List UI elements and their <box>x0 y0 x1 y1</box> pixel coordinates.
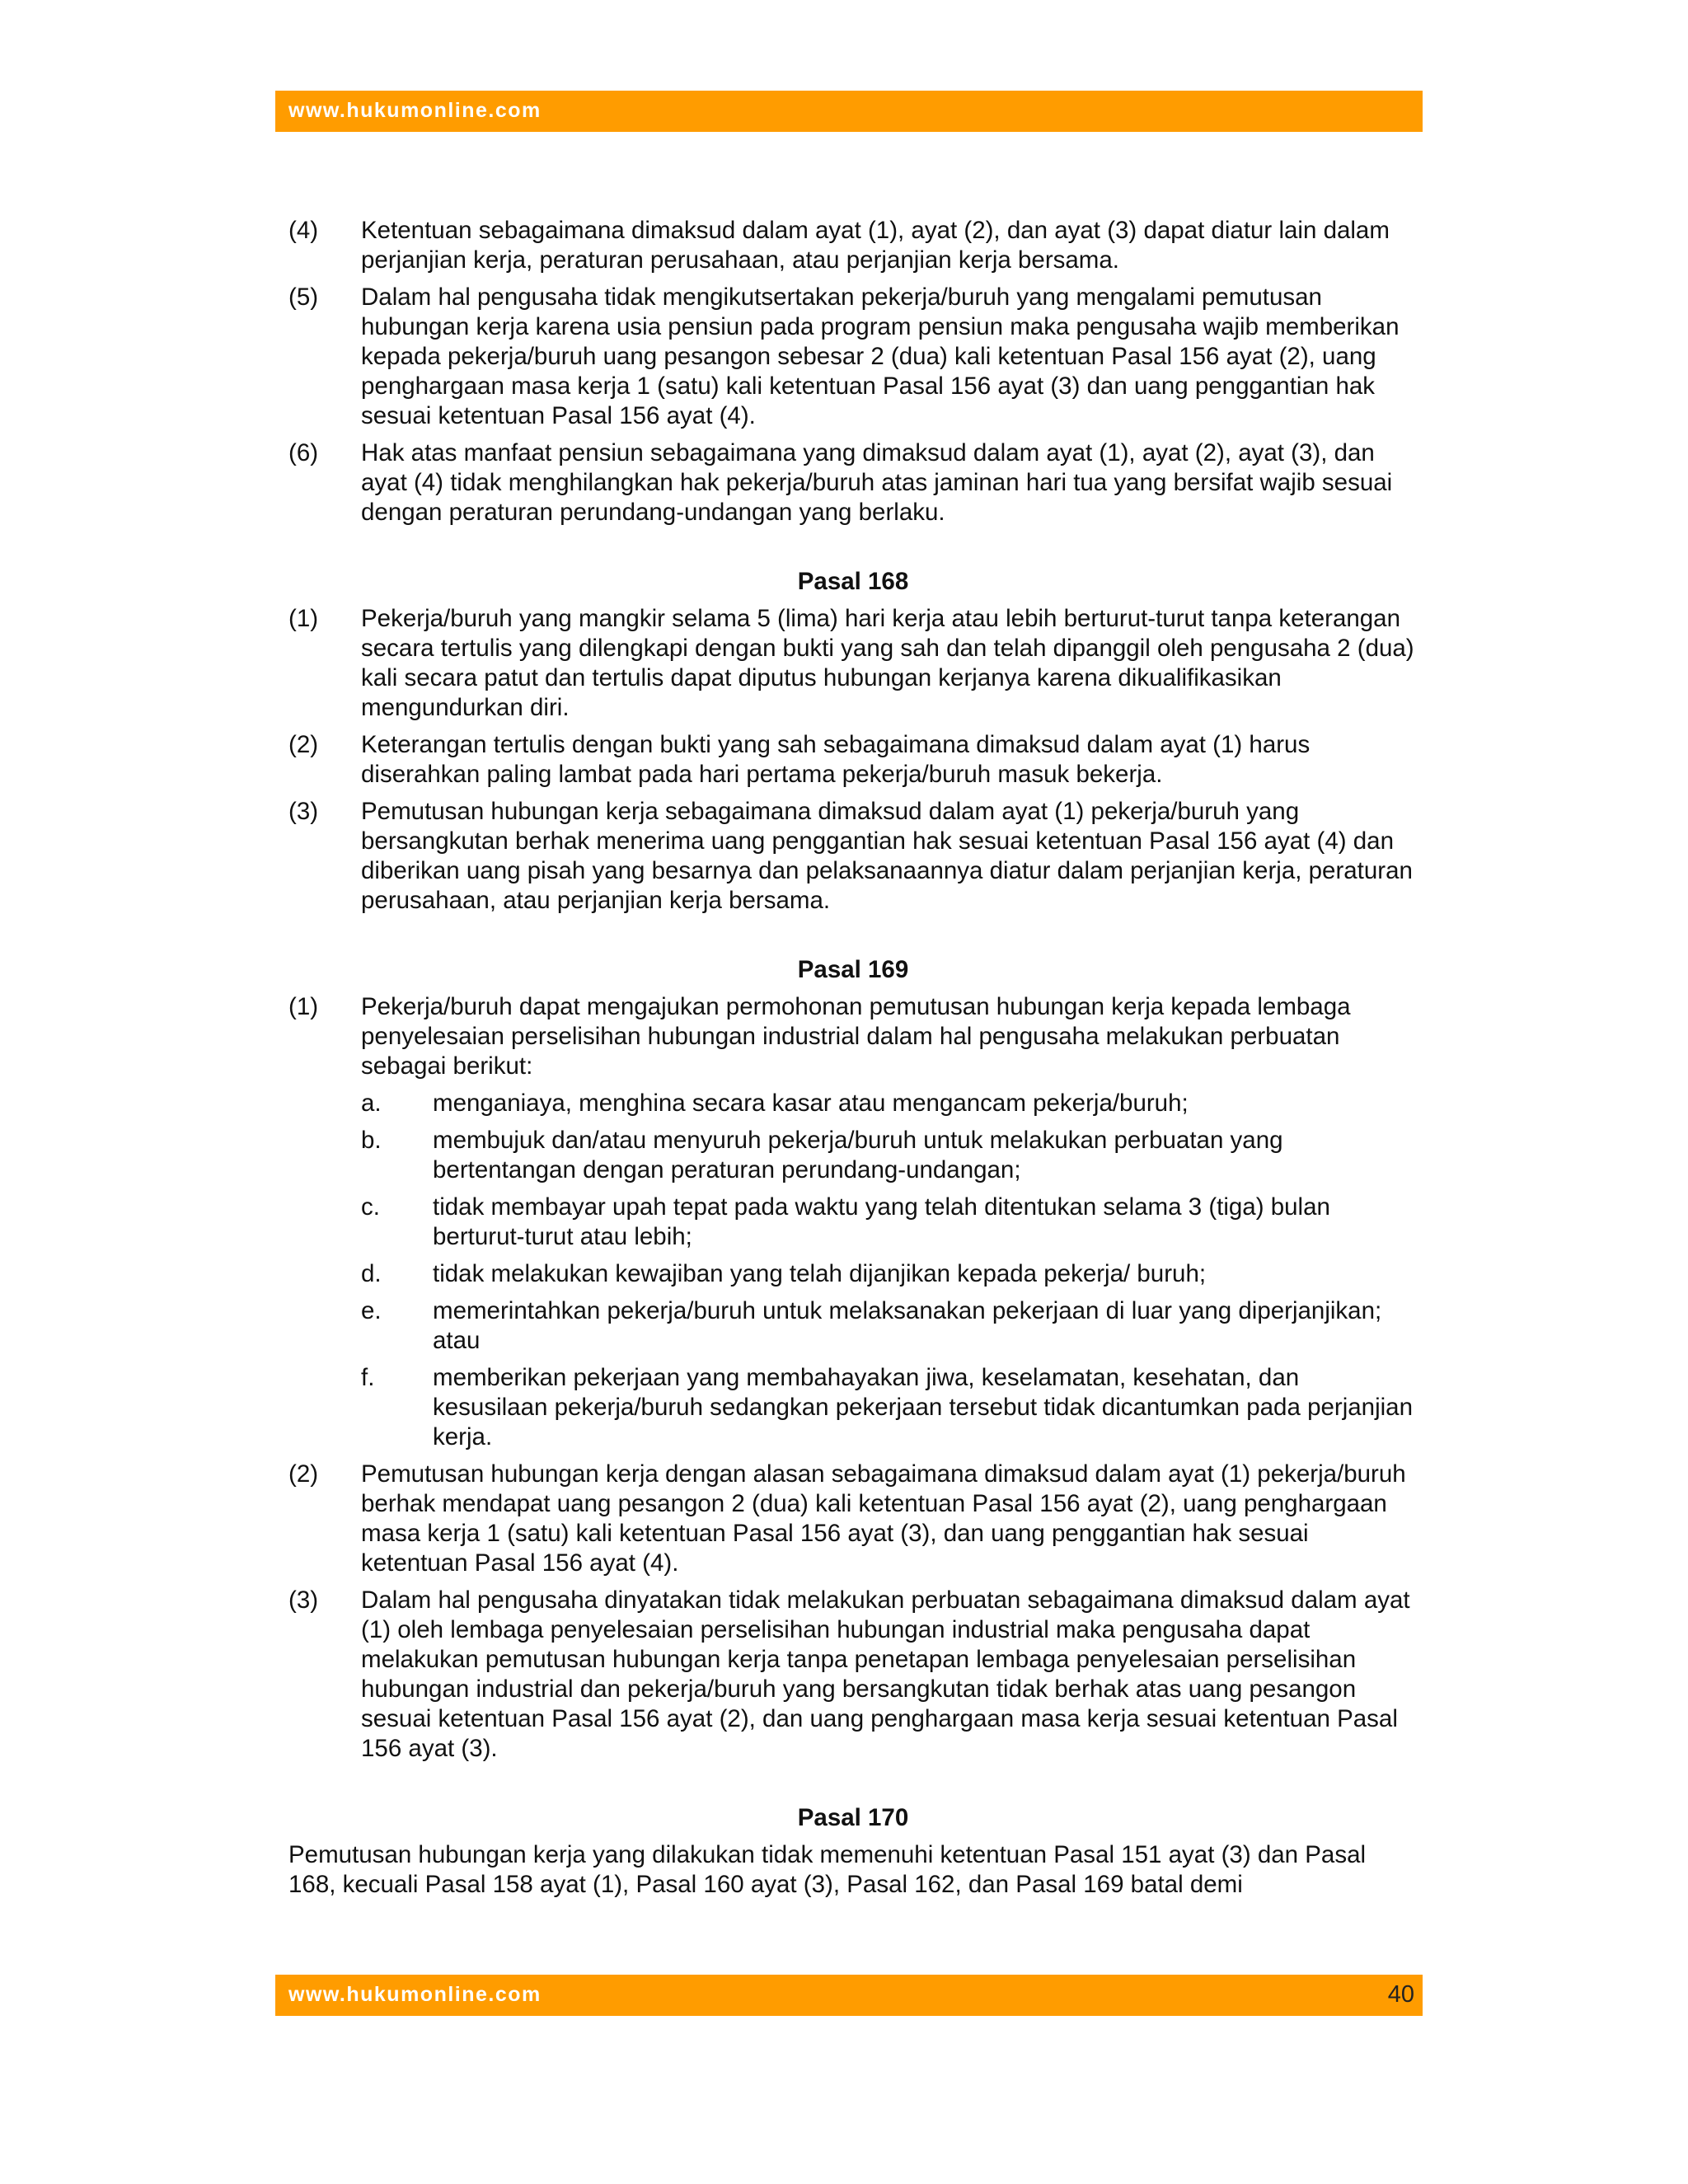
item-text: Dalam hal pengusaha tidak mengikutsertakan pekerja/buruh yang mengalami pemutusan hubungan kerja karena usia pensiun pada program pensiun maka pengusaha wajib memberikan kepada pekerja/buruh uang pesangon sebesar 2 (dua) kali ketentuan Pasal 156 ayat (2), uang penghargaan masa kerja 1 (satu) kali ketentuan Pasal 156 ayat (3) dan uang penggantian hak sesuai ketentuan Pasal 156 ayat (4). <box>361 284 1400 429</box>
item-number: (2) <box>288 731 319 758</box>
sub-item-letter: a. <box>361 1090 382 1117</box>
list-item <box>288 438 1418 527</box>
sub-item-letter: d. <box>361 1260 382 1287</box>
item-text: Hak atas manfaat pensiun sebagaimana yang dimaksud dalam ayat (1), ayat (2), ayat (3), dan ayat (4) tidak menghilangkan hak pekerja/buruh atas jaminan hari tua yang bersifat wajib sesuai dengan peraturan perundang-undangan yang berlaku. <box>361 439 1393 526</box>
item-number: (1) <box>288 605 319 632</box>
footer-bar <box>275 1975 1423 2016</box>
item-number: (4) <box>288 217 319 244</box>
list-item <box>288 992 1418 1081</box>
item-text: Keterangan tertulis dengan bukti yang sah sebagaimana dimaksud dalam ayat (1) harus diserahkan paling lambat pada hari pertama pekerja/buruh masuk bekerja. <box>361 731 1311 788</box>
sub-item-letter: e. <box>361 1297 382 1324</box>
item-number: (6) <box>288 439 319 466</box>
item-number: (3) <box>288 1586 319 1614</box>
pasal-169-heading: Pasal 169 <box>797 956 909 983</box>
item-number: (2) <box>288 1460 319 1488</box>
item-number: (1) <box>288 993 319 1020</box>
list-item <box>288 1586 1418 1764</box>
list-item <box>288 604 1418 723</box>
header-bar <box>275 91 1423 132</box>
item-text: Pemutusan hubungan kerja dengan alasan sebagaimana dimaksud dalam ayat (1) pekerja/buruh berhak mendapat uang pesangon 2 (dua) kali ketentuan Pasal 156 ayat (2), uang penghargaan masa kerja 1 (satu) kali ketentuan Pasal 156 ayat (3), dan uang penggantian hak sesuai ketentuan Pasal 156 ayat (4). <box>361 1460 1406 1577</box>
list-item <box>288 283 1418 431</box>
sub-item <box>361 1089 1418 1118</box>
sub-item-text: tidak melakukan kewajiban yang telah dijanjikan kepada pekerja/ buruh; <box>433 1260 1207 1287</box>
sub-item-text: tidak membayar upah tepat pada waktu yang telah ditentukan selama 3 (tiga) bulan berturut-turut atau lebih; <box>433 1193 1330 1250</box>
item-number: (5) <box>288 284 319 311</box>
item-text: Pemutusan hubungan kerja sebagaimana dimaksud dalam ayat (1) pekerja/buruh yang bersangkutan berhak menerima uang penggantian hak sesuai ketentuan Pasal 156 ayat (4) dan diberikan uang pisah yang besarnya dan pelaksanaannya diatur dalam perjanjian kerja, peraturan perusahaan, atau perjanjian kerja bersama. <box>361 798 1413 914</box>
sub-item-letter: b. <box>361 1127 382 1154</box>
sub-item-text: menganiaya, menghina secara kasar atau mengancam pekerja/buruh; <box>433 1090 1189 1117</box>
item-text: Dalam hal pengusaha dinyatakan tidak melakukan perbuatan sebagaimana dimaksud dalam ayat (1) oleh lembaga penyelesaian perselisihan hubungan industrial maka pengusaha dapat melakukan pemutusan hubungan kerja tanpa penetapan lembaga penyelesaian perselisihan hubungan industrial dan pekerja/buruh yang bersangkutan tidak berhak atas uang pesangon sesuai ketentuan Pasal 156 ayat (2), dan uang penghargaan masa kerja sesuai ketentuan Pasal 156 ayat (3). <box>361 1586 1410 1762</box>
list-item <box>288 730 1418 790</box>
sub-item <box>361 1126 1418 1185</box>
sub-item-letter: c. <box>361 1193 380 1221</box>
item-text: Ketentuan sebagaimana dimaksud dalam ayat (1), ayat (2), dan ayat (3) dapat diatur lain dalam perjanjian kerja, peraturan perusahaan, atau perjanjian kerja bersama. <box>361 217 1390 274</box>
pasal-170-heading: Pasal 170 <box>797 1804 909 1831</box>
page-number: 40 <box>1387 1981 1414 2008</box>
sub-item <box>361 1259 1418 1289</box>
sub-item-text: memerintahkan pekerja/buruh untuk melaksanakan pekerjaan di luar yang diperjanjikan; atau <box>433 1297 1382 1354</box>
item-text: Pekerja/buruh dapat mengajukan permohonan pemutusan hubungan kerja kepada lembaga penyelesaian perselisihan hubungan industrial dalam hal pengusaha melakukan perbuatan sebagai berikut: <box>361 993 1351 1080</box>
sub-item <box>361 1193 1418 1252</box>
list-item <box>288 216 1418 275</box>
sub-item <box>361 1296 1418 1356</box>
sub-item-text: memberikan pekerjaan yang membahayakan jiwa, keselamatan, kesehatan, dan kesusilaan pekerja/buruh sedangkan pekerjaan tersebut tidak dicantumkan pada perjanjian kerja. <box>433 1364 1413 1451</box>
header-site-link[interactable]: www.hukumonline.com <box>288 99 542 122</box>
sub-item-text: membujuk dan/atau menyuruh pekerja/buruh untuk melakukan perbuatan yang bertentangan dengan peraturan perundang-undangan; <box>433 1127 1283 1183</box>
list-item <box>288 1460 1418 1578</box>
item-text: Pekerja/buruh yang mangkir selama 5 (lima) hari kerja atau lebih berturut-turut tanpa keterangan secara tertulis yang dilengkapi dengan bukti yang sah dan telah dipanggil oleh pengusaha 2 (dua) kali secara patut dan tertulis dapat diputus hubungan kerjanya karena dikualifikasikan mengundurkan diri. <box>361 605 1414 721</box>
pasal-170-text: Pemutusan hubungan kerja yang dilakukan tidak memenuhi ketentuan Pasal 151 ayat (3) dan Pasal 168, kecuali Pasal 158 ayat (1), Pasal 160 ayat (3), Pasal 162, dan Pasal 169 batal demi <box>288 1841 1367 1898</box>
sub-item-letter: f. <box>361 1364 375 1391</box>
sub-item <box>361 1363 1418 1452</box>
item-number: (3) <box>288 798 319 825</box>
list-item <box>288 797 1418 916</box>
pasal-168-heading: Pasal 168 <box>797 568 909 595</box>
document-body <box>288 216 1418 1900</box>
footer-site-link[interactable]: www.hukumonline.com <box>288 1983 542 2006</box>
